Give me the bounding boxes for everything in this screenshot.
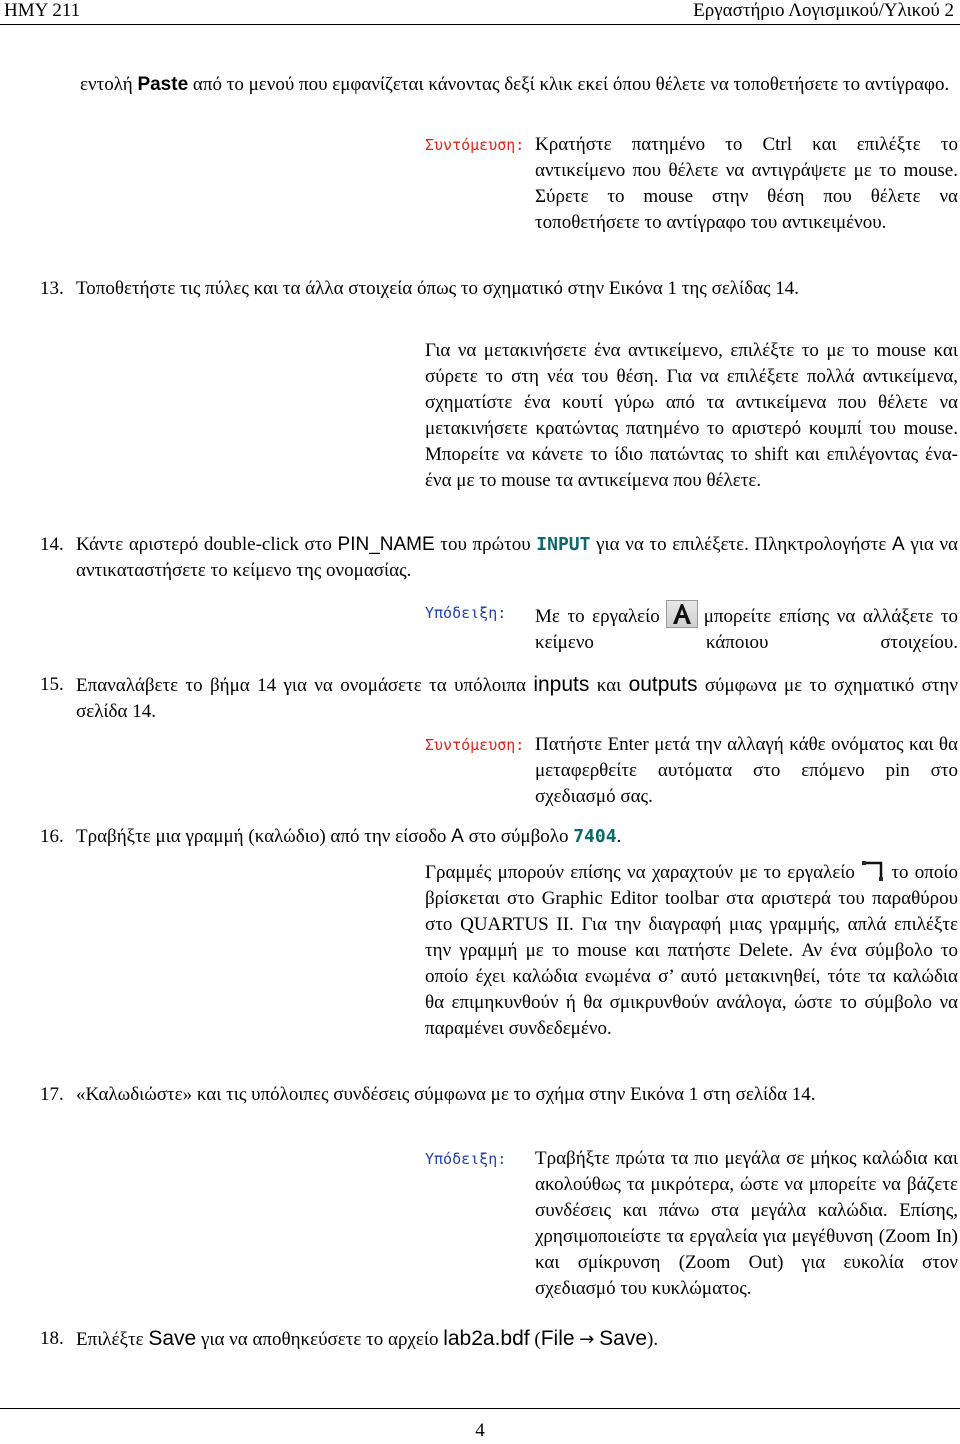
course-code: ΗΜΥ 211: [4, 0, 81, 21]
shortcut-label: Συντόμευση:: [425, 136, 525, 154]
shortcut-label: Συντόμευση:: [425, 736, 525, 754]
pin-a: A: [892, 534, 905, 555]
hint-note-17: [425, 1146, 958, 1316]
text-tool-icon: [666, 600, 698, 628]
arrow-right-icon: →: [579, 1329, 595, 1350]
page-header: [0, 0, 960, 26]
hint-text: Τραβήξτε πρώτα τα πιο μεγάλα σε μήκος καλώδια και ακολούθως τα μικρότερα, ώστε να μπορείτε να βάζετε συνδέσεις και πάνω στα μεγάλα καλώδια. Επίσης, χρησιμοποιείστε τα εργαλεία για μεγέθυνση (Zoom In) και σμίκρυνση (Zoom Out) για ευκολία στον σχεδιασμό του κυκλώματος.: [535, 1148, 958, 1299]
step-number: 18.: [40, 1328, 64, 1349]
hint-label: Υπόδειξη:: [425, 1150, 507, 1168]
input-keyword: INPUT: [536, 534, 591, 555]
move-objects-note: Για να μετακινήσετε ένα αντικείμενο, επιλέξτε το με το mouse και σύρετε το στη νέα του θέση. Για να επιλέξετε πολλά αντικείμενα, σχηματίστε ένα κουτί γύρω από τα αντικείμενα που θέλετε να μετακινήσετε κρατώντας πατημένο το αριστερό κουμπί του mouse. Μπορείτε να κάνετε το ίδιο πατώντας το shift και επιλέγοντας ένα-ένα με το mouse τα αντικείμενα που θέλετε.: [425, 340, 958, 491]
step-number: 17.: [40, 1084, 64, 1105]
file-name: lab2a.bdf: [443, 1327, 530, 1350]
inputs-keyword: inputs: [533, 673, 590, 696]
chip-7404: 7404: [573, 826, 617, 847]
header-rule: [0, 24, 960, 25]
line-tool-note: Γραμμές μπορούν επίσης να χαραχτούν με το εργαλείο το οποίο βρίσκεται στο Graphic Editor toolbar στα αριστερά του παραθύρου στο QUARTUS II. Για την διαγραφή μιας γραμμής, απλά επιλέξτε την γραμμή με το mouse και πατήστε Delete. Αν ένα σύμβολο το οποίο έχει καλώδια ενωμένα σ’ αυτό μετακινηθεί, τότε τα καλώδια θα επιμηκυνθούν ή θα σμικρυνθούν ανάλογα, ώστε το σύμβολο να παραμένει συνδεδεμένο.: [425, 862, 959, 1039]
shortcut-note-15: [425, 732, 958, 812]
save-command: Save: [148, 1327, 197, 1350]
shortcut-text: Κρατήστε πατημένο το Ctrl και επιλέξτε το αντικείμενο που θέλετε να αντιγράψετε με το mouse. Σύρετε το mouse στην θέση που θέλετε να τοποθετήσετε το αντίγραφο του αντικειμένου.: [535, 134, 958, 233]
step-text: «Καλωδιώστε» και τις υπόλοιπες συνδέσεις σύμφωνα με το σχήμα στην Εικόνα 1 στη σελίδα 14.: [76, 1084, 816, 1105]
pin-name: PIN_NAME: [337, 534, 435, 555]
step-text: Τοποθετήστε τις πύλες και τα άλλα στοιχεία όπως το σχηματικό στην Εικόνα 1 της σελίδας 14.: [76, 278, 800, 299]
step-number: 14.: [40, 534, 64, 555]
pin-a: A: [451, 826, 464, 847]
step-text: Κάντε αριστερό double-click στο PIN_NAME του πρώτου INPUT για να το επιλέξετε. Πληκτρολογήστε A για να αντικαταστήσετε το κείμενο της ονομασίας.: [76, 534, 958, 581]
step-number: 15.: [40, 674, 64, 695]
footer-rule: [0, 1408, 960, 1409]
step-text: Επαναλάβετε το βήμα 14 για να ονομάσετε τα υπόλοιπα inputs και outputs σύμφωνα με το σχηματικό στην σελίδα 14.: [76, 673, 958, 722]
hint-label: Υπόδειξη:: [425, 604, 507, 622]
intro-paragraph: εντολή Paste από το μενού που εμφανίζεται κάνοντας δεξί κλικ εκεί όπου θέλετε να τοποθετήσετε το αντίγραφο.: [80, 74, 950, 95]
outputs-keyword: outputs: [628, 673, 698, 696]
save-menu-item: Save: [599, 1327, 648, 1350]
step-number: 16.: [40, 826, 64, 847]
line-tool-icon: [861, 860, 885, 882]
shortcut-note-1: [425, 132, 958, 262]
hint-note-14: [425, 600, 958, 656]
step-text: Επιλέξτε Save για να αποθηκεύσετε το αρχείο lab2a.bdf (File → Save).: [76, 1327, 659, 1350]
step-number: 13.: [40, 278, 64, 299]
hint-text-line1: Με το εργαλείο μπορείτε επίσης να αλλάξετε το κείμενο κάποιου στοιχείου.: [535, 600, 958, 656]
paste-command: Paste: [137, 74, 189, 95]
step-text: Τραβήξτε μια γραμμή (καλώδιο) από την είσοδο A στο σύμβολο 7404.: [76, 826, 622, 847]
lab-title: Εργαστήριο Λογισμικού/Υλικού 2: [693, 0, 954, 21]
page-number: 4: [475, 1420, 485, 1441]
file-menu: File: [540, 1327, 575, 1350]
shortcut-text: Πατήστε Enter μετά την αλλαγή κάθε ονόματος και θα μεταφερθείτε αυτόματα στο επόμενο pin στο σχεδιασμό σας.: [535, 734, 958, 807]
